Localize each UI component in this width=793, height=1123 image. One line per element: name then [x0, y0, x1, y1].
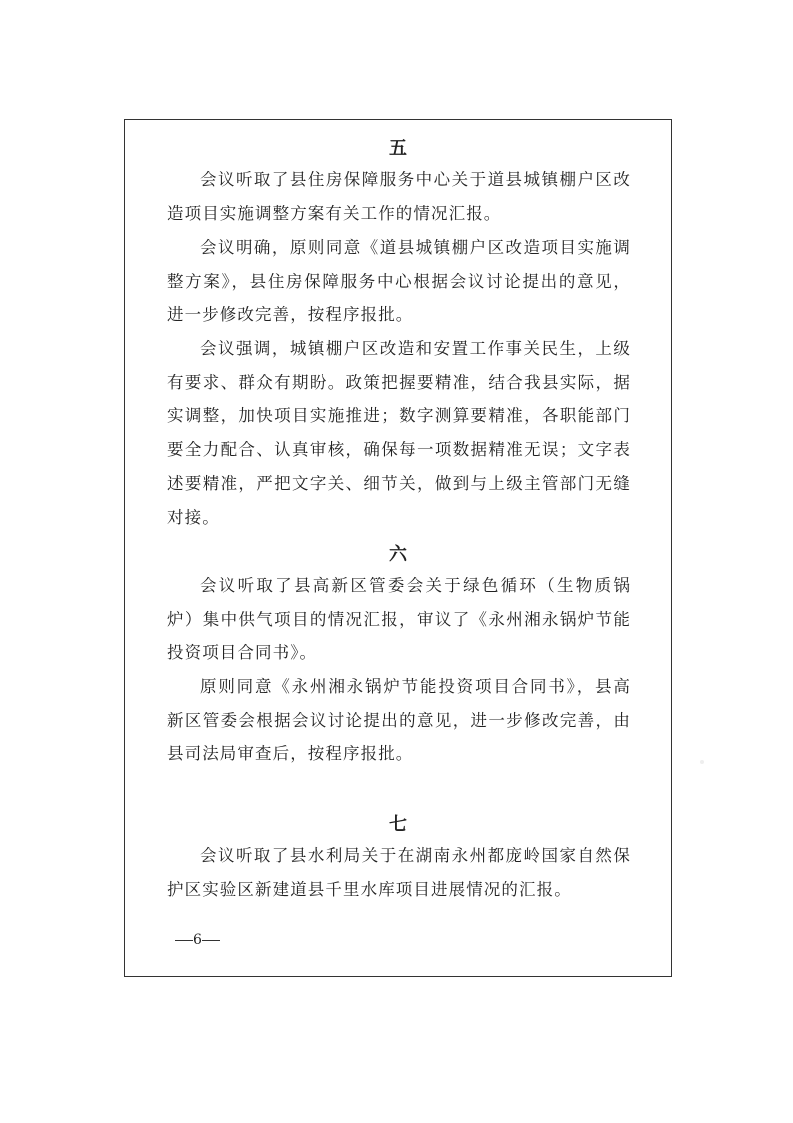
section-heading-7: 七 [389, 814, 407, 835]
section-6-paragraph-1: 会议听取了县高新区管委会关于绿色循环（生物质锅炉）集中供气项目的情况汇报，审议了《永州湘永锅炉节能投资项目合同书》。 [167, 576, 631, 663]
section-7-paragraph-1: 会议听取了县水利局关于在湖南永州都庞岭国家自然保护区实验区新建道县千里水库项目进展情况的汇报。 [167, 846, 631, 899]
page-number-value: 6 [193, 932, 202, 948]
section-heading-5: 五 [389, 138, 407, 159]
scan-speck [700, 760, 704, 764]
page-number [175, 932, 220, 948]
page-frame [124, 119, 672, 977]
section-5-paragraph-1: 会议听取了县住房保障服务中心关于道县城镇棚户区改造项目实施调整方案有关工作的情况汇报。 [167, 170, 631, 223]
section-5-paragraph-3: 会议强调，城镇棚户区改造和安置工作事关民生，上级有要求、群众有期盼。政策把握要精准，结合我县实际，据实调整，加快项目实施推进；数字测算要精准，各职能部门要全力配合、认真审核，确保每一项数据精准无误；文字表述要精准，严把文字关、细节关，做到与上级主管部门无缝对接。 [167, 339, 631, 527]
section-5-paragraph-2: 会议明确，原则同意《道县城镇棚户区改造项目实施调整方案》，县住房保障服务中心根据会议讨论提出的意见，进一步修改完善，按程序报批。 [167, 238, 631, 325]
section-6-paragraph-2: 原则同意《永州湘永锅炉节能投资项目合同书》，县高新区管委会根据会议讨论提出的意见，进一步修改完善，由县司法局审查后，按程序报批。 [167, 677, 631, 764]
dash-left [175, 940, 193, 941]
dash-right [202, 940, 220, 941]
section-heading-6: 六 [389, 544, 407, 565]
